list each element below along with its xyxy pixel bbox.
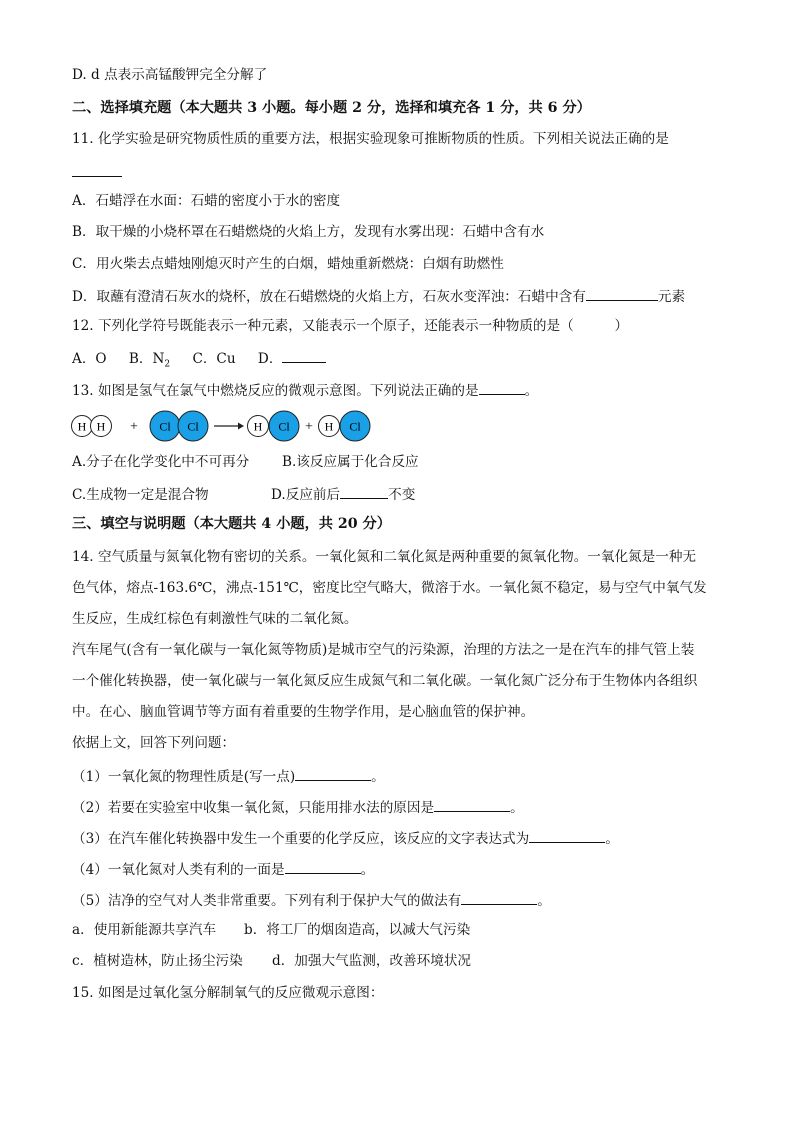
q14-sub5-end: 。: [537, 893, 551, 909]
q12-option-b-subscript: 2: [164, 359, 171, 370]
q14-sub5-text: （5）洁净的空气对人类非常重要。下列有利于保护大气的做法有: [72, 893, 462, 909]
q11-option-d: [72, 286, 685, 306]
q14-sub1-blank[interactable]: [295, 766, 371, 781]
reaction-arrow-icon: [214, 423, 244, 430]
section-3-heading: 三、填空与说明题（本大题共 4 小题，共 20 分）: [72, 516, 391, 532]
q14-options-row1: [72, 921, 470, 939]
q14-sub4-blank[interactable]: [285, 859, 361, 874]
q11-option-b: B．取干燥的小烧杯罩在石蜡燃烧的火焰上方，发现有水雾出现：石蜡中含有水: [72, 224, 545, 240]
q13-stem-line: [72, 380, 538, 400]
q13-options-row2: [72, 484, 415, 504]
q11-option-a: A．石蜡浮在水面：石蜡的密度小于水的密度: [72, 193, 341, 209]
q14-sub2-blank[interactable]: [434, 797, 510, 812]
q13-answer-blank[interactable]: [479, 380, 525, 395]
q14-options-row2: [72, 952, 471, 970]
q12-d-blank[interactable]: [282, 348, 326, 363]
q11-d-blank[interactable]: [586, 286, 658, 301]
cl-label: Cl: [159, 419, 171, 434]
q14-sub1-text: （1）一氧化氮的物理性质是(写一点): [72, 769, 296, 785]
q14-para2-line3: 中。在心、脑血管调节等方面有着重要的生物学作用，是心脑血管的保护神。: [72, 704, 535, 720]
q14-option-b: b．将工厂的烟囱造高，以减大气污染: [244, 922, 471, 938]
q14-option-d: d．加强大气监测，改善环境状况: [272, 953, 472, 969]
q14-sub3-end: 。: [605, 831, 619, 847]
q12-options: [72, 348, 326, 374]
q14-sub5: [72, 890, 551, 910]
cl-label: Cl: [187, 419, 199, 434]
q10-option-d: D. d 点表示高锰酸钾完全分解了: [72, 67, 268, 83]
reaction-diagram: [70, 408, 390, 444]
q12-option-a: A．O: [72, 351, 107, 367]
hcl-molecule: [319, 411, 371, 441]
q14-para2-line1: 汽车尾气(含有一氧化碳与一氧化氮等物质)是城市空气的污染源，治理的方法之一是在汽车的排气管上装: [72, 642, 695, 658]
q14-sub2-end: 。: [510, 800, 524, 816]
h2-molecule: [72, 416, 112, 437]
cl2-molecule: [150, 411, 208, 441]
q14-sub4: [72, 859, 374, 879]
q14-intro: 依据上文，回答下列问题：: [72, 735, 236, 751]
q14-para2-line2: 一个催化转换器，使一氧化碳与一氧化氮反应生成氮气和二氧化碳。一氧化氮广泛分布于生物体内各组织: [72, 673, 698, 689]
q13-d-blank[interactable]: [340, 484, 388, 499]
section-2-heading: 二、选择填充题（本大题共 3 小题。每小题 2 分，选择和填充各 1 分，共 6 分）: [72, 100, 591, 116]
h-label: H: [77, 419, 87, 434]
q11-option-c: C．用火柴去点蜡烛刚熄灭时产生的白烟，蜡烛重新燃烧：白烟有助燃性: [72, 256, 504, 272]
q11-option-d-text: D．取蘸有澄清石灰水的烧杯，放在石蜡燃烧的火焰上方，石灰水变浑浊：石蜡中含有: [72, 289, 586, 305]
q14-sub3: [72, 828, 619, 848]
q14-para1-line1: 14. 空气质量与氮氧化物有密切的关系。一氧化氮和二氧化氮是两种重要的氮氧化物。一氧化氮是一种无: [72, 549, 697, 565]
q14-sub4-text: （4）一氧化氮对人类有利的一面是: [72, 862, 285, 878]
q14-para1-line3: 生反应，生成红棕色有刺激性气味的二氧化氮。: [72, 611, 358, 627]
h-label: H: [96, 419, 106, 434]
q14-sub5-blank[interactable]: [461, 890, 537, 905]
q11-answer-blank[interactable]: [72, 176, 122, 177]
q14-sub2: [72, 797, 524, 817]
plus-sign: +: [305, 419, 313, 435]
q13-option-d: D.反应前后: [271, 487, 341, 503]
q14-option-a: a．使用新能源共享汽车: [72, 922, 217, 938]
cl-label: Cl: [278, 419, 290, 434]
plus-sign: +: [130, 419, 138, 435]
q13-stem: 13. 如图是氢气在氯气中燃烧反应的微观示意图。下列说法正确的是: [72, 383, 479, 399]
q12-option-b: [128, 351, 171, 370]
q14-sub3-blank[interactable]: [529, 828, 605, 843]
q13-options-row1: [72, 453, 419, 471]
q12-option-b-main: B．N: [128, 351, 165, 367]
q14-sub1-end: 。: [371, 769, 385, 785]
q14-sub2-text: （2）若要在实验室中收集一氧化氮，只能用排水法的原因是: [72, 800, 435, 816]
q11-stem: 11. 化学实验是研究物质性质的重要方法，根据实验现象可推断物质的性质。下列相关说法正确的是: [72, 131, 669, 147]
q13-option-c: C.生成物一定是混合物: [72, 487, 209, 503]
hcl-molecule: [248, 411, 300, 441]
q14-sub4-end: 。: [360, 862, 375, 878]
h-label: H: [324, 419, 334, 434]
q13-option-d-tail: 不变: [388, 487, 416, 503]
q11-option-d-tail: 元素: [657, 289, 686, 305]
q12-option-d: D．: [257, 351, 283, 367]
cl-label: Cl: [349, 419, 361, 434]
q14-sub3-text: （3）在汽车催化转换器中发生一个重要的化学反应，该反应的文字表达式为: [72, 831, 530, 847]
q13-stem-end: 。: [524, 383, 539, 399]
q14-para1-line2: 色气体，熔点-163.6℃，沸点-151℃，密度比空气略大，微溶于水。一氧化氮不稳定，易与空气中氧气发: [72, 580, 707, 596]
q13-option-a: A.分子在化学变化中不可再分: [72, 454, 250, 470]
q12-option-c: C．Cu: [192, 351, 236, 367]
q13-option-b: B.该反应属于化合反应: [282, 454, 419, 470]
q12-stem: 12. 下列化学符号既能表示一种元素，又能表示一个原子，还能表示一种物质的是（ ）: [72, 318, 629, 334]
h-label: H: [253, 419, 263, 434]
q14-sub1: [72, 766, 385, 786]
q15-stem: 15. 如图是过氧化氢分解制氧气的反应微观示意图：: [72, 985, 384, 1001]
q14-option-c: c．植树造林，防止扬尘污染: [72, 953, 243, 969]
